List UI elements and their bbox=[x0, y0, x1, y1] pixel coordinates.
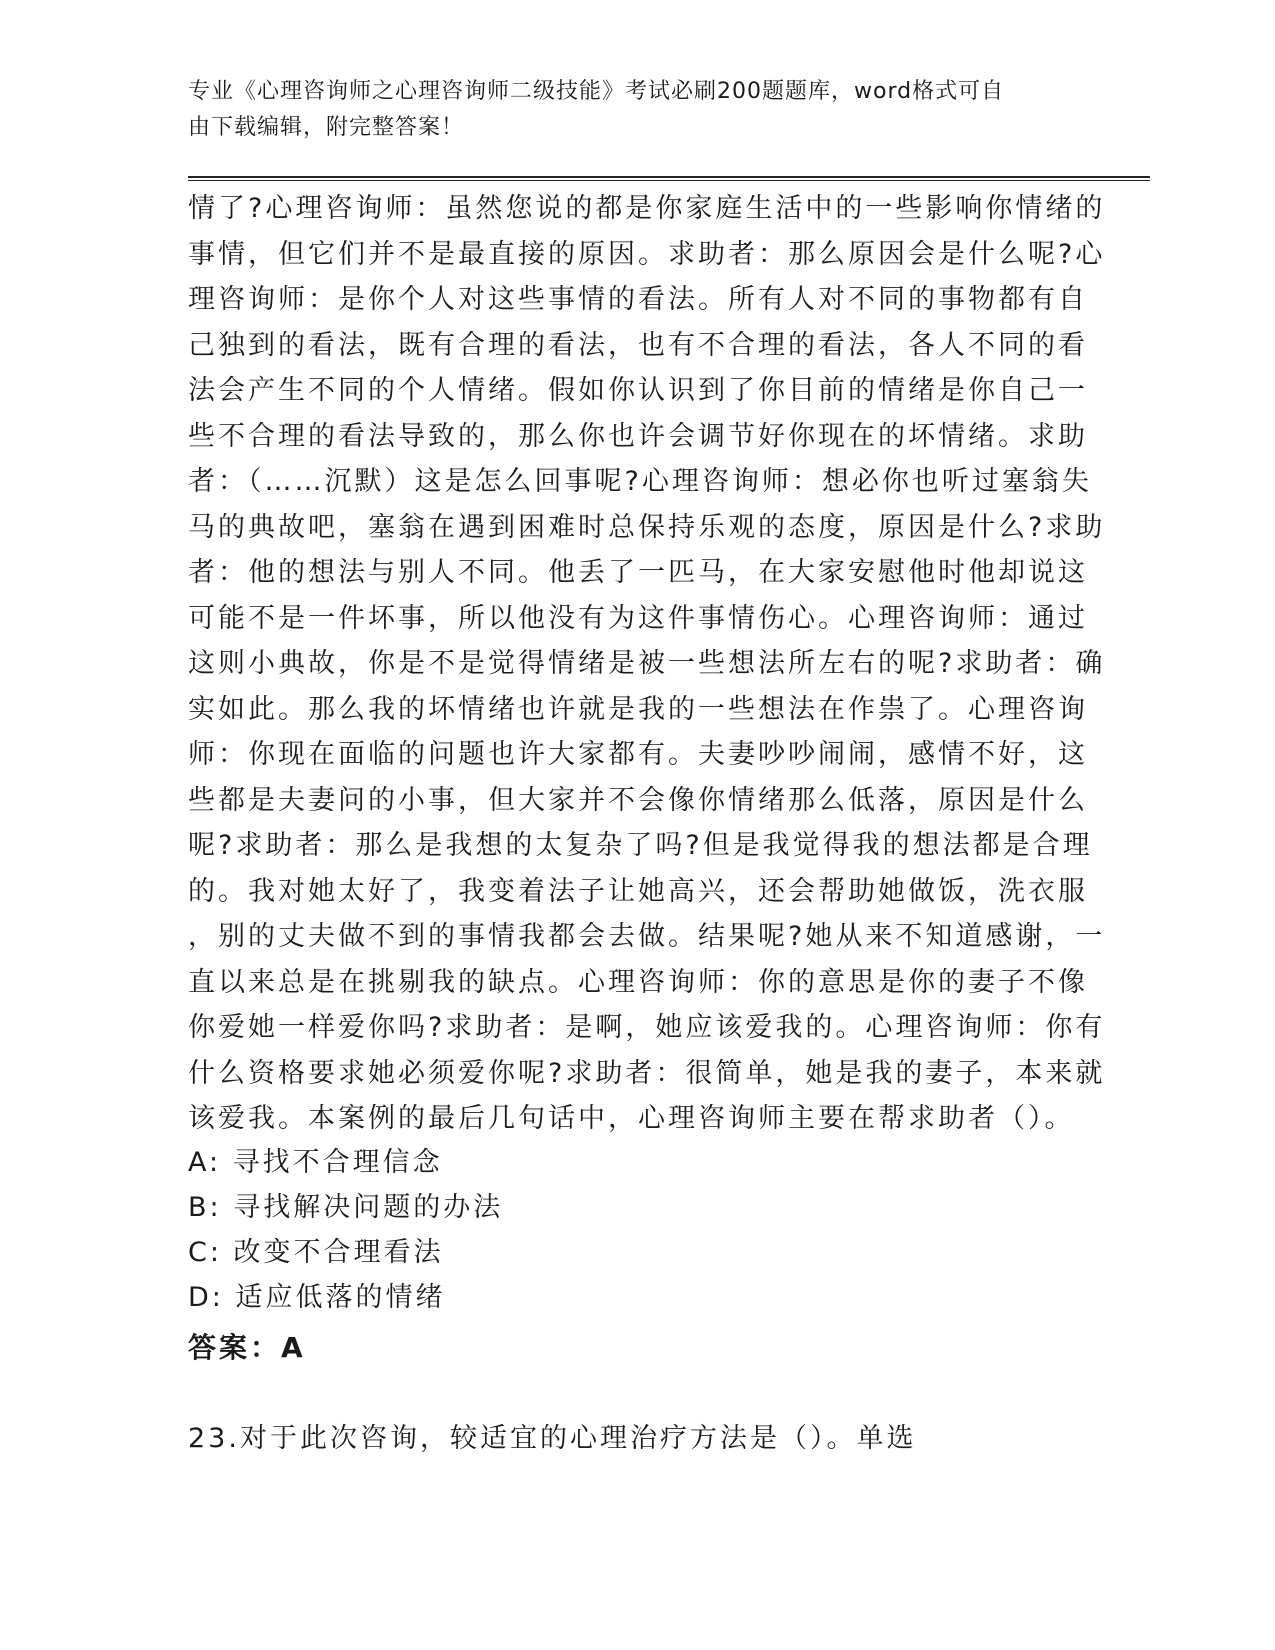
passage-line: 法会产生不同的个人情绪。假如你认识到了你目前的情绪是你自己一 bbox=[188, 375, 1088, 406]
header-divider bbox=[188, 176, 1150, 181]
option-a: A: 寻找不合理信念 bbox=[188, 1147, 443, 1178]
answer-key: 答案：A bbox=[188, 1331, 306, 1364]
passage-line: ，别的丈夫做不到的事情我都会去做。结果呢?她从来不知道感谢，一 bbox=[188, 921, 1106, 952]
passage-line: 者：他的想法与别人不同。他丢了一匹马，在大家安慰他时他却说这 bbox=[188, 557, 1088, 588]
passage-line: 己独到的看法，既有合理的看法，也有不合理的看法，各人不同的看 bbox=[188, 329, 1088, 361]
passage-line: 的。我对她太好了，我变着法子让她高兴，还会帮助她做饭，洗衣服 bbox=[188, 875, 1088, 907]
option-c: C: 改变不合理看法 bbox=[188, 1237, 444, 1268]
passage-line: 些都是夫妻问的小事，但大家并不会像你情绪那么低落，原因是什么 bbox=[188, 784, 1088, 816]
passage-line: 马的典故吧，塞翁在遇到困难时总保持乐观的态度，原因是什么?求助 bbox=[188, 511, 1106, 543]
passage-line: 呢?求助者：那么是我想的太复杂了吗?但是我觉得我的想法都是合理 bbox=[188, 830, 1093, 861]
answer-options bbox=[188, 1140, 503, 1320]
passage-line: 理咨询师：是你个人对这些事情的看法。所有人对不同的事物都有自 bbox=[188, 284, 1088, 315]
header-line-1: 专业《心理咨询师之心理咨询师二级技能》考试必刷200题题库，word格式可自 bbox=[188, 79, 1005, 104]
option-b: B: 寻找解决问题的办法 bbox=[188, 1192, 504, 1223]
passage-line: 情了?心理咨询师：虽然您说的都是你家庭生活中的一些影响你情绪的 bbox=[188, 193, 1106, 224]
option-d: D: 适应低落的情绪 bbox=[188, 1282, 446, 1313]
header-line-2: 由下载编辑，附完整答案！ bbox=[188, 115, 465, 140]
page-header bbox=[188, 74, 1068, 146]
passage-line: 直以来总是在挑剔我的缺点。心理咨询师：你的意思是你的妻子不像 bbox=[188, 966, 1088, 998]
passage-line: 实如此。那么我的坏情绪也许就是我的一些想法在作祟了。心理咨询 bbox=[188, 693, 1088, 725]
passage-line: 你爱她一样爱你吗?求助者：是啊，她应该爱我的。心理咨询师：你有 bbox=[188, 1012, 1106, 1043]
passage-line: 该爱我。本案例的最后几句话中，心理咨询师主要在帮求助者（）。 bbox=[188, 1103, 1075, 1134]
passage-line: 可能不是一件坏事，所以他没有为这件事情伤心。心理咨询师：通过 bbox=[188, 602, 1088, 634]
passage-line: 些不合理的看法导致的，那么你也许会调节好你现在的坏情绪。求助 bbox=[188, 420, 1088, 452]
passage-line: 什么资格要求她必须爱你呢?求助者：很简单，她是我的妻子，本来就 bbox=[188, 1057, 1106, 1089]
passage-line: 者：（……沉默）这是怎么回事呢?心理咨询师：想必你也听过塞翁失 bbox=[188, 466, 1092, 497]
passage-line: 师：你现在面临的问题也许大家都有。夫妻吵吵闹闹，感情不好，这 bbox=[188, 739, 1088, 770]
question-passage bbox=[188, 186, 1106, 1142]
question-23-stem: 23.对于此次咨询，较适宜的心理治疗方法是（）。单选 bbox=[188, 1423, 917, 1454]
passage-line: 事情，但它们并不是最直接的原因。求助者：那么原因会是什么呢?心 bbox=[188, 238, 1106, 270]
passage-line: 这则小典故，你是不是觉得情绪是被一些想法所左右的呢?求助者：确 bbox=[188, 648, 1106, 679]
